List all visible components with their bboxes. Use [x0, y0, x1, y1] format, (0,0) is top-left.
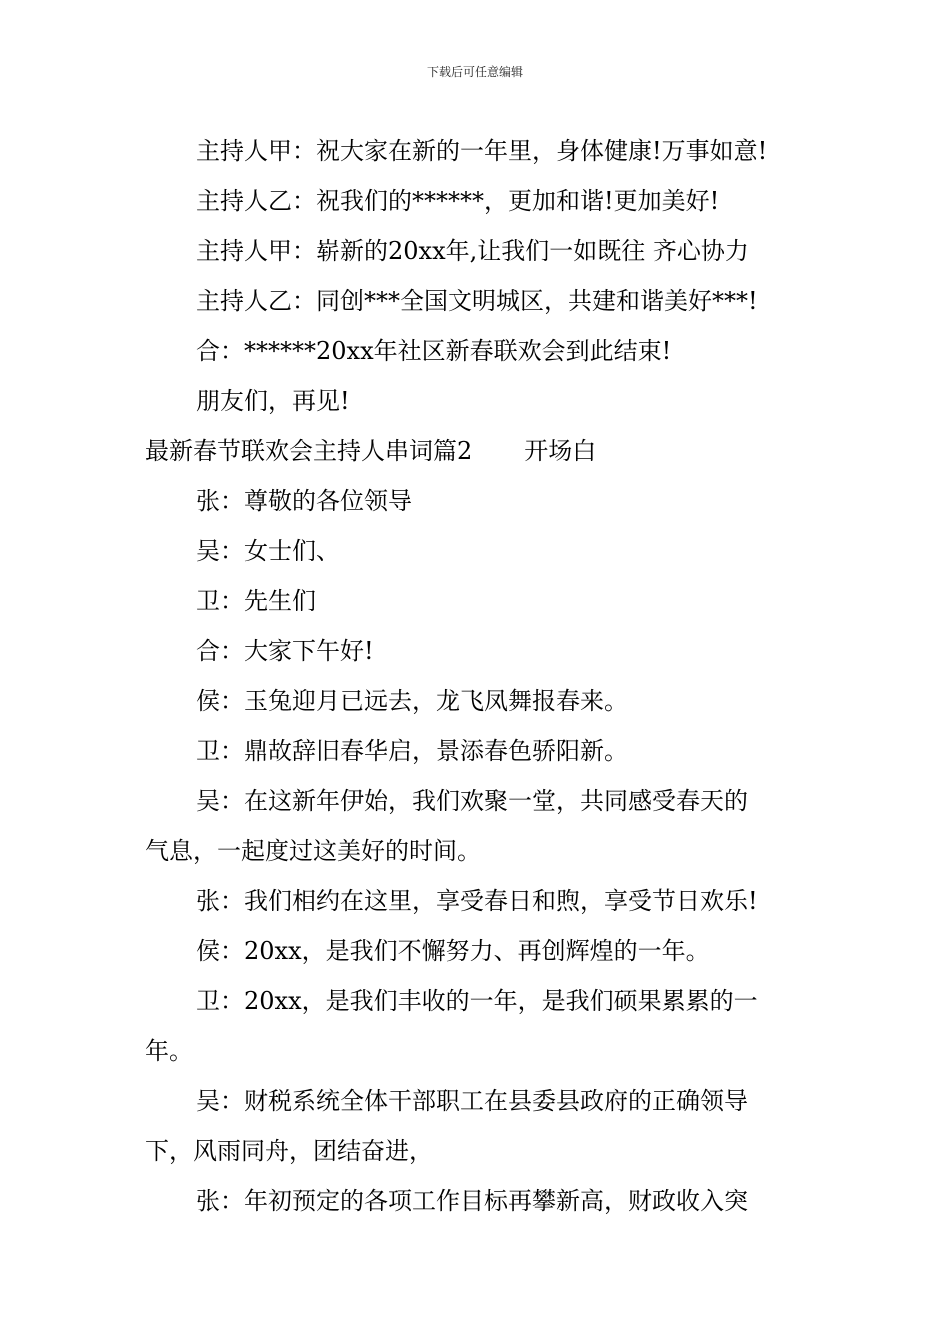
paragraph-line: 合：大家下午好!	[196, 637, 374, 665]
paragraph-continuation: 年。	[145, 1037, 193, 1065]
paragraph-continuation: 气息，一起度过这美好的时间。	[145, 837, 481, 865]
paragraph-line: 张：我们相约在这里，享受春日和煦，享受节日欢乐!	[196, 887, 758, 915]
paragraph-line: 张：年初预定的各项工作目标再攀新高，财政收入突	[196, 1187, 748, 1215]
paragraph-line: 合：******20xx年社区新春联欢会到此结束!	[196, 337, 672, 365]
paragraph-line: 卫：20xx，是我们丰收的一年，是我们硕果累累的一	[196, 987, 758, 1015]
paragraph-continuation: 下，风雨同舟，团结奋进，	[145, 1137, 433, 1165]
section-title: 最新春节联欢会主持人串词篇2	[145, 437, 473, 465]
paragraph-line: 主持人甲：崭新的20xx年,让我们一如既往 齐心协力	[196, 237, 749, 265]
paragraph-line: 主持人乙：祝我们的******，更加和谐!更加美好!	[196, 187, 720, 215]
paragraph-line: 朋友们，再见!	[196, 387, 350, 415]
paragraph-line: 卫：先生们	[196, 587, 316, 615]
document-body	[145, 126, 810, 1226]
paragraph-line: 张：尊敬的各位领导	[196, 487, 412, 515]
section-subtitle: 开场白	[524, 437, 597, 465]
paragraph-line: 主持人甲：祝大家在新的一年里，身体健康!万事如意!	[196, 137, 768, 165]
paragraph-line: 侯：玉兔迎月已远去，龙飞凤舞报春来。	[196, 687, 628, 715]
paragraph-line: 卫：鼎故辞旧春华启，景添春色骄阳新。	[196, 737, 628, 765]
paragraph-line: 侯：20xx，是我们不懈努力、再创辉煌的一年。	[196, 937, 710, 965]
section-heading	[145, 426, 810, 476]
page-header: 下载后可任意编辑	[426, 65, 523, 79]
paragraph-line: 吴：女士们、	[196, 537, 340, 565]
paragraph-line: 主持人乙：同创***全国文明城区，共建和谐美好***!	[196, 287, 758, 315]
paragraph-line: 吴：在这新年伊始，我们欢聚一堂，共同感受春天的	[196, 787, 748, 815]
paragraph-line: 吴：财税系统全体干部职工在县委县政府的正确领导	[196, 1087, 748, 1115]
